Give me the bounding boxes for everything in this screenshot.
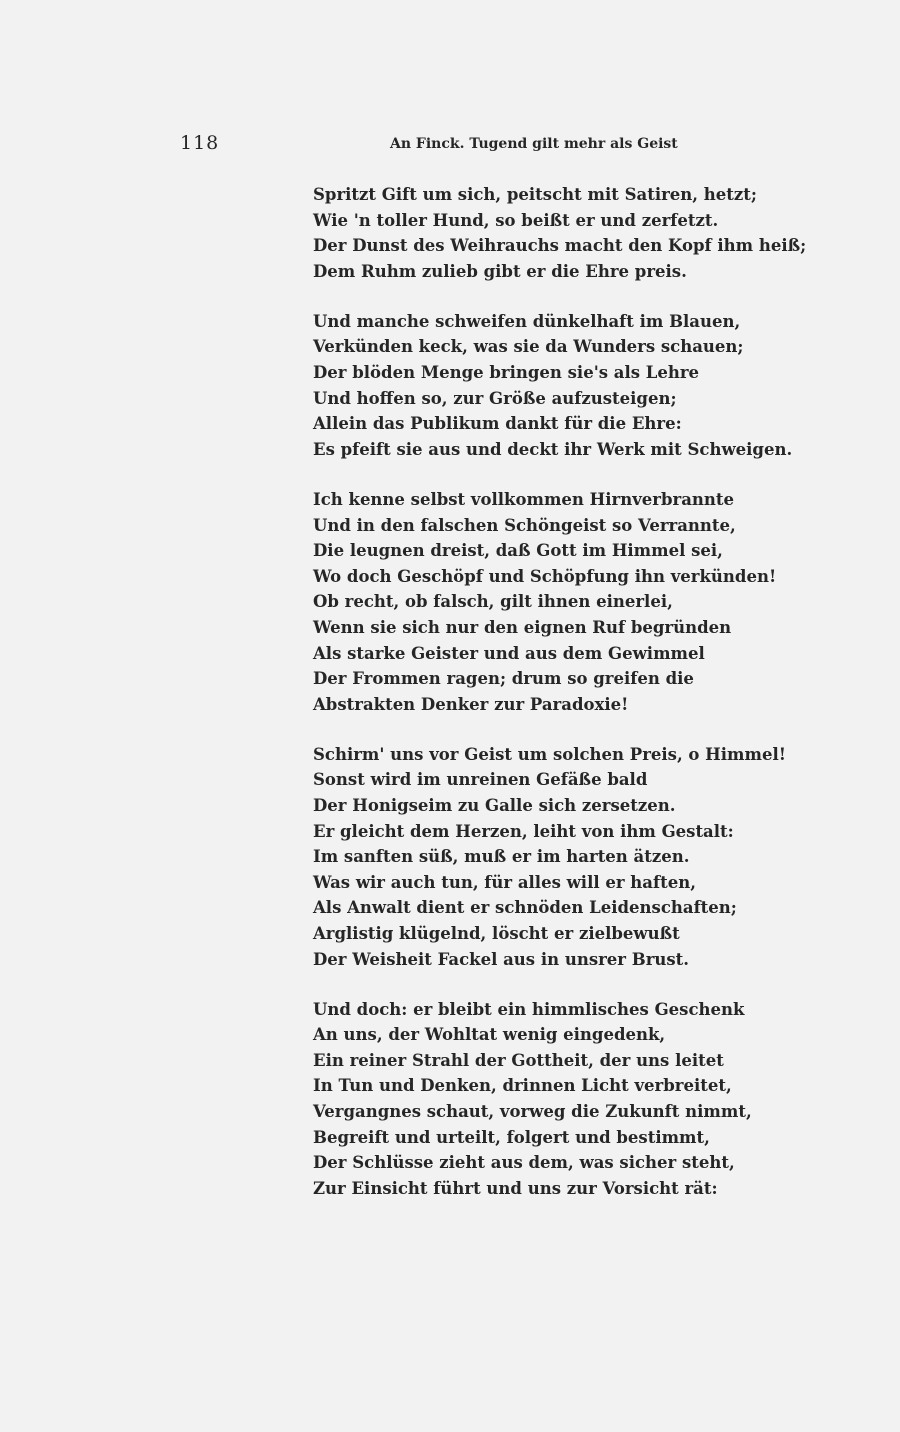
poem-line: Schirm' uns vor Geist um solchen Preis, o Himmel! (313, 744, 786, 764)
poem-line: Wenn sie sich nur den eignen Ruf begründen (313, 617, 732, 637)
poem-line: Der Dunst des Weihrauchs macht den Kopf ihm heiß; (313, 236, 807, 256)
poem-line: Abstrakten Denker zur Paradoxie! (313, 694, 629, 714)
poem-line: Er gleicht dem Herzen, leiht von ihm Gestalt: (313, 821, 734, 841)
poem-line: In Tun und Denken, drinnen Licht verbreitet, (313, 1076, 732, 1096)
poem-line: Wo doch Geschöpf und Schöpfung ihn verkünden! (313, 566, 777, 586)
poem-line: Es pfeift sie aus und deckt ihr Werk mit Schweigen. (313, 439, 793, 459)
stanza-1 (313, 182, 807, 284)
poem-line: Ich kenne selbst vollkommen Hirnverbrannte (313, 489, 734, 509)
poem-line: Was wir auch tun, für alles will er haften, (313, 872, 696, 892)
poem-line: Als Anwalt dient er schnöden Leidenschaften; (313, 898, 737, 918)
page-number: 118 (180, 132, 220, 154)
poem-line: Und doch: er bleibt ein himmlisches Geschenk (313, 999, 745, 1019)
poem-line: Verkünden keck, was sie da Wunders schauen; (313, 337, 744, 357)
poem-line: Arglistig klügelnd, löscht er zielbewußt (313, 923, 680, 943)
poem-line: Zur Einsicht führt und uns zur Vorsicht rät: (313, 1178, 718, 1198)
poem-line: Die leugnen dreist, daß Gott im Himmel sei, (313, 541, 723, 561)
poem-line: Der Frommen ragen; drum so greifen die (313, 669, 694, 689)
poem-line: An uns, der Wohltat wenig eingedenk, (313, 1025, 666, 1045)
poem-line: Der blöden Menge bringen sie's als Lehre (313, 363, 700, 383)
stanza-2 (313, 309, 793, 463)
running-head: An Finck. Tugend gilt mehr als Geist (390, 136, 678, 152)
poem-line: Sonst wird im unreinen Gefäße bald (313, 770, 648, 790)
poem-line: Wie 'n toller Hund, so beißt er und zerfetzt. (313, 210, 719, 230)
poem-line: Und in den falschen Schöngeist so Verrannte, (313, 515, 736, 535)
poem-line: Ein reiner Strahl der Gottheit, der uns leitet (313, 1050, 724, 1070)
poem-line: Spritzt Gift um sich, peitscht mit Satiren, hetzt; (313, 185, 757, 204)
poem-line: Dem Ruhm zulieb gibt er die Ehre preis. (313, 261, 687, 281)
poem-line: Und manche schweifen dünkelhaft im Blauen, (313, 311, 741, 331)
poem-line: Als starke Geister und aus dem Gewimmel (313, 643, 705, 663)
poem-line: Vergangnes schaut, vorweg die Zukunft nimmt, (313, 1102, 752, 1121)
poem-line: Der Schlüsse zieht aus dem, was sicher steht, (313, 1153, 735, 1173)
poem-line: Und hoffen so, zur Größe aufzusteigen; (313, 388, 677, 408)
poem-line: Der Weisheit Fackel aus in unsrer Brust. (313, 949, 690, 969)
poem-line: Begreift und urteilt, folgert und bestimmt, (313, 1127, 710, 1147)
stanza-4 (313, 742, 786, 972)
poem-line: Allein das Publikum dankt für die Ehre: (313, 414, 682, 434)
stanza-3 (313, 487, 777, 717)
stanza-5 (313, 997, 753, 1202)
poem-line: Ob recht, ob falsch, gilt ihnen einerlei, (313, 592, 673, 612)
poem-line: Der Honigseim zu Galle sich zersetzen. (313, 795, 676, 815)
poem-body (313, 182, 807, 1226)
poem-line: Im sanften süß, muß er im harten ätzen. (313, 847, 690, 867)
